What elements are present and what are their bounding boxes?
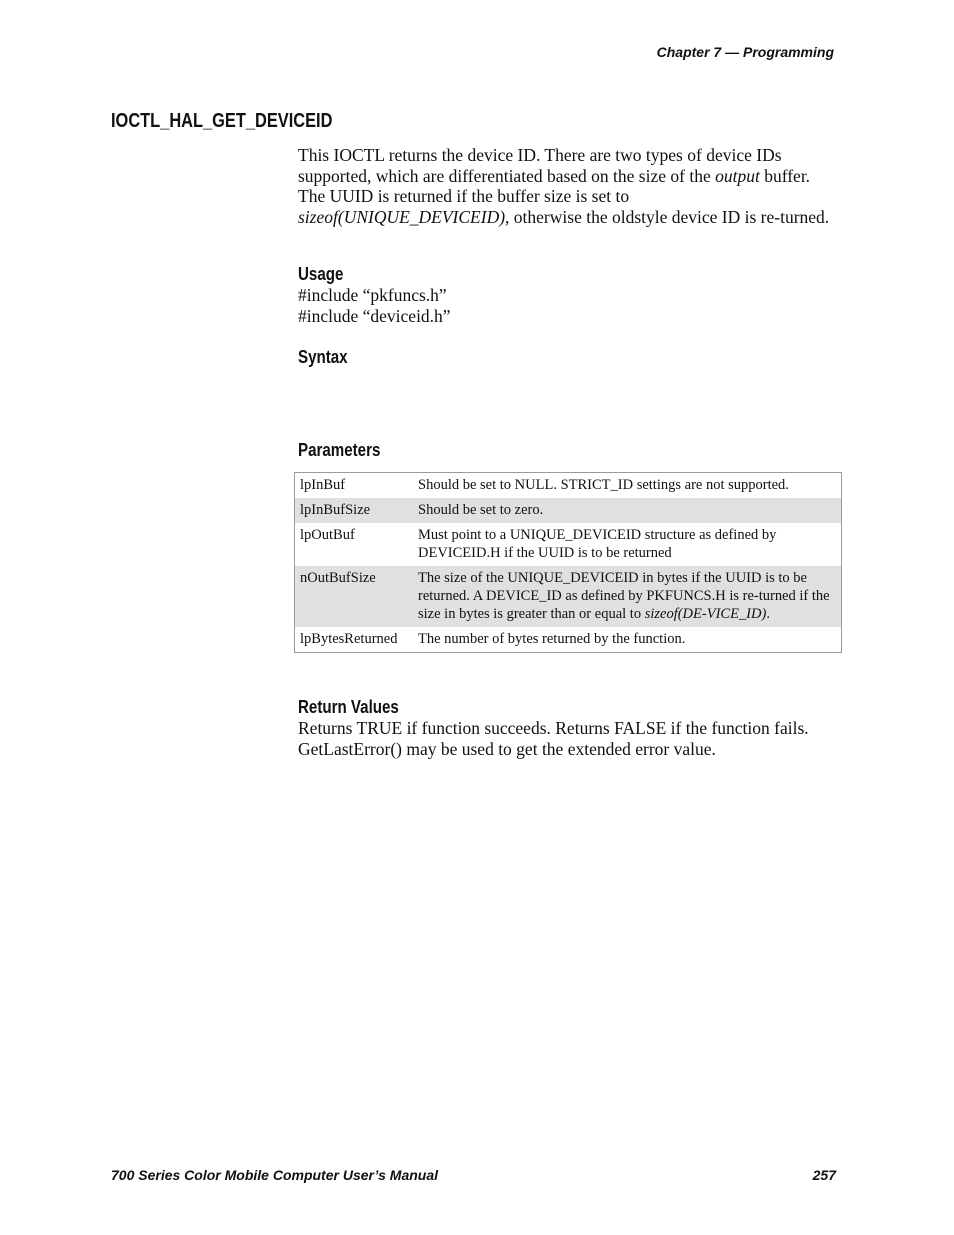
param-desc: Should be set to zero. (413, 498, 842, 523)
param-name: nOutBufSize (295, 566, 414, 627)
usage-line: #include “deviceid.h” (298, 306, 451, 326)
intro-paragraph: This IOCTL returns the device ID. There are two types of device IDs supported, which are differentiated based on the size of the output buffer. The UUID is returned if the buffer size is set to sizeof(UNIQUE_DEVICEID), otherwise the oldstyle device ID is re-turned. (298, 145, 830, 227)
param-name: lpInBuf (300, 477, 346, 493)
return-values-section (298, 697, 843, 759)
usage-section (298, 264, 843, 327)
parameters-heading: Parameters (298, 440, 381, 460)
parameters-section (298, 440, 843, 461)
table-row (295, 473, 842, 499)
page-title: IOCTL_HAL_GET_DEVICEID (111, 110, 333, 132)
page-number: 257 (812, 1167, 836, 1183)
running-head: Chapter 7 — Programming (656, 44, 834, 60)
param-name: lpOutBuf (300, 527, 355, 543)
param-desc: Should be set to NULL. STRICT_ID settings are not supported. (418, 477, 789, 493)
param-desc: The number of bytes returned by the function. (418, 631, 686, 647)
syntax-heading: Syntax (298, 347, 348, 367)
param-name: lpBytesReturned (300, 631, 398, 647)
param-desc: The size of the UNIQUE_DEVICEID in bytes if the UUID is to be returned. A DEVICE_ID as defined by PKFUNCS.H is re-turned if the size in bytes is greater than or equal to sizeof(DE-VICE_ID). (413, 566, 842, 627)
table-row (295, 498, 842, 523)
return-values-text: Returns TRUE if function succeeds. Returns FALSE if the function fails. GetLastError() may be used to get the extended error value. (298, 718, 809, 759)
usage-heading: Usage (298, 264, 344, 284)
return-values-heading: Return Values (298, 697, 399, 717)
syntax-section (298, 347, 843, 368)
footer-manual-title: 700 Series Color Mobile Computer User’s Manual (111, 1167, 439, 1183)
intro-section (298, 145, 843, 227)
parameters-table (294, 472, 842, 653)
table-row (295, 523, 842, 566)
usage-line: #include “pkfuncs.h” (298, 285, 447, 305)
table-row (295, 627, 842, 653)
param-name: lpInBufSize (295, 498, 414, 523)
table-row (295, 566, 842, 627)
param-desc: Must point to a UNIQUE_DEVICEID structure as defined by DEVICEID.H if the UUID is to be returned (418, 527, 777, 561)
